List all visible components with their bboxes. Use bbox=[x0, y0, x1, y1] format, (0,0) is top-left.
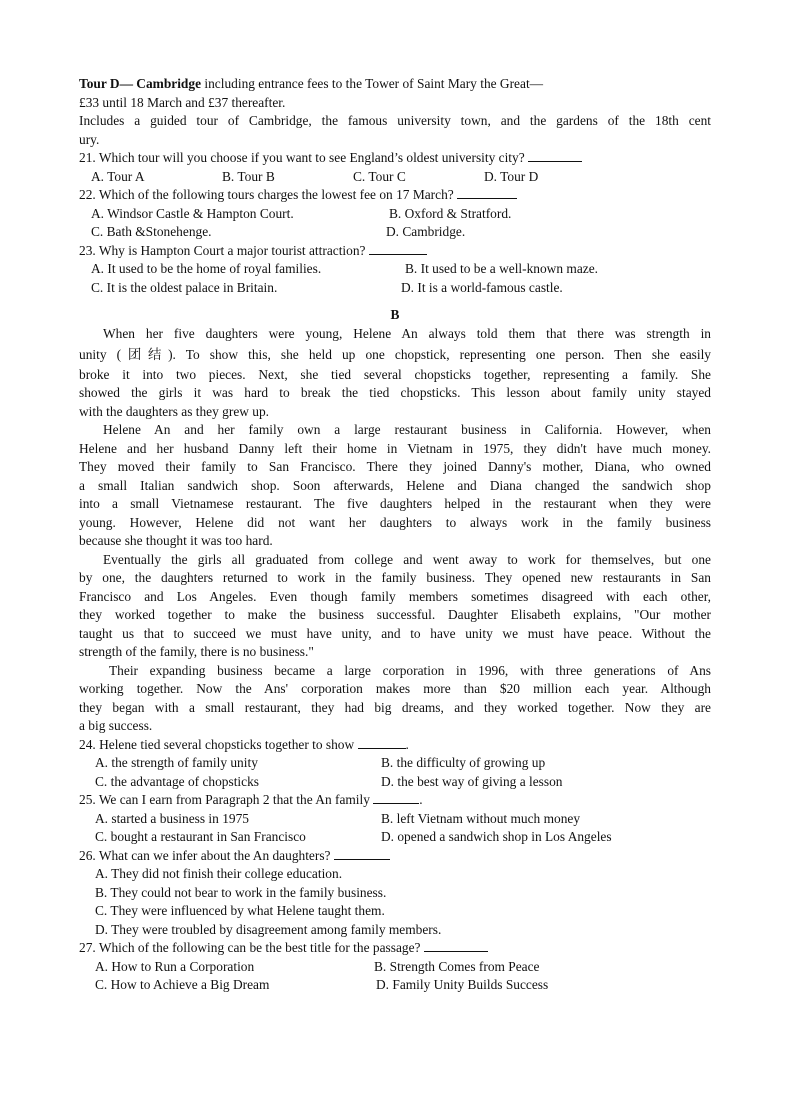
option-b[interactable]: B. It used to be a well-known maze. bbox=[405, 261, 598, 276]
passage-p2-l1: Helene An and her family own a large restaurant business in California. However, when bbox=[103, 422, 711, 437]
passage-p2-l7: because she thought it was too hard. bbox=[79, 533, 273, 548]
passage-p2-l3: They moved their family to San Francisco. There they joined Danny's mother, Diana, who owned bbox=[79, 459, 711, 474]
answer-blank[interactable] bbox=[358, 736, 406, 749]
passage-p1-l3: broke it into two pieces. Next, she tied several chopsticks together, representing a family. She bbox=[79, 366, 711, 382]
option-d[interactable]: D. They were troubled by disagreement among family members. bbox=[95, 921, 442, 937]
passage-p3-l6: strength of the family, there is no business." bbox=[79, 644, 314, 659]
question-27-stem: 27. Which of the following can be the best title for the passage? bbox=[79, 939, 711, 958]
option-a[interactable]: A. Tour A bbox=[91, 168, 145, 184]
passage-p4-l2: working together. Now the Ans' corporation makes more than $20 million each year. Although bbox=[79, 681, 711, 696]
option-b[interactable]: B. the difficulty of growing up bbox=[381, 755, 546, 770]
passage-p1-l4: showed the girls it was hard to break the tied chopsticks. This lesson about family unity stayed bbox=[79, 385, 711, 400]
tour-d-description: including entrance fees to the Tower of Saint Mary the Great— bbox=[201, 76, 544, 91]
tour-d-includes: Includes a guided tour of Cambridge, the famous university town, and the gardens of the 18th cent bbox=[79, 113, 711, 128]
answer-blank[interactable] bbox=[373, 791, 419, 804]
answer-blank[interactable] bbox=[369, 242, 427, 255]
option-d[interactable]: D. opened a sandwich shop in Los Angeles bbox=[381, 829, 612, 844]
option-b[interactable]: B. Oxford & Stratford. bbox=[389, 205, 512, 221]
question-27-options-row1 bbox=[79, 958, 711, 977]
option-c[interactable]: C. They were influenced by what Helene taught them. bbox=[95, 903, 385, 918]
passage-p1-l2: unity (团结). To show this, she held up one chopstick, representing one person. Then she easily bbox=[79, 346, 711, 362]
option-b[interactable]: B. They could not bear to work in the family business. bbox=[95, 884, 387, 900]
question-21-options bbox=[79, 168, 711, 187]
passage-p3-l1: Eventually the girls all graduated from college and went away to work for themselves, but one bbox=[103, 551, 711, 567]
question-25-stem: 25. We can I earn from Paragraph 2 that the An family . bbox=[79, 792, 423, 807]
option-a[interactable]: A. the strength of family unity bbox=[95, 755, 258, 770]
question-24-stem: 24. Helene tied several chopsticks together to show . bbox=[79, 736, 409, 752]
option-a[interactable]: A. They did not finish their college education. bbox=[95, 866, 343, 881]
exam-page bbox=[79, 75, 711, 995]
passage-p1-l5: with the daughters as they grew up. bbox=[79, 403, 270, 419]
option-b[interactable]: B. left Vietnam without much money bbox=[381, 810, 581, 826]
question-27-options-row2 bbox=[79, 976, 711, 995]
passage-p2-l6: young. However, Helene did not want her daughters to always work in the family business bbox=[79, 514, 711, 530]
option-d[interactable]: D. Tour D bbox=[484, 168, 539, 184]
question-22-options-row2 bbox=[79, 223, 711, 242]
option-a[interactable]: A. Windsor Castle & Hampton Court. bbox=[91, 205, 294, 221]
question-25-options-row1 bbox=[79, 810, 711, 829]
option-c[interactable]: C. the advantage of chopsticks bbox=[95, 773, 259, 789]
option-c[interactable]: C. Bath &Stonehenge. bbox=[91, 224, 212, 239]
option-d[interactable]: D. Cambridge. bbox=[386, 224, 466, 239]
option-d[interactable]: D. the best way of giving a lesson bbox=[381, 773, 563, 789]
question-23-stem: 23. Why is Hampton Court a major tourist attraction? bbox=[79, 242, 711, 261]
passage-p3-l5: taught us that to succeed we must have unity, and to have unity we must have peace. Without the bbox=[79, 625, 711, 641]
answer-blank[interactable] bbox=[457, 186, 517, 199]
option-c[interactable]: C. It is the oldest palace in Britain. bbox=[91, 279, 278, 295]
option-c[interactable]: C. bought a restaurant in San Francisco bbox=[95, 829, 306, 844]
passage-p2-l5: into a small Vietnamese restaurant. The five daughters helped in the restaurant when they were bbox=[79, 496, 711, 511]
question-23-options-row1 bbox=[79, 260, 711, 279]
question-23-options-row2 bbox=[79, 279, 711, 298]
tour-d-heading: Tour D— Cambridge bbox=[79, 76, 202, 91]
passage-p1-l1: When her five daughters were young, Helene An always told them that there was strength in bbox=[103, 326, 711, 341]
question-24-options-row2 bbox=[79, 773, 711, 792]
section-b-title: B bbox=[390, 307, 400, 322]
question-26-stem: 26. What can we infer about the An daughters? bbox=[79, 847, 711, 866]
option-a[interactable]: A. It used to be the home of royal families. bbox=[91, 261, 322, 276]
passage-p2-l2: Helene and her husband Danny left their home in Vietnam in 1975, they didn't have much money. bbox=[79, 440, 711, 456]
option-b[interactable]: B. Tour B bbox=[222, 168, 275, 184]
option-d[interactable]: D. It is a world-famous castle. bbox=[401, 279, 563, 295]
option-a[interactable]: A. started a business in 1975 bbox=[95, 810, 249, 826]
passage-p4-l4: a big success. bbox=[79, 718, 153, 733]
passage-p4-l1: Their expanding business became a large corporation in 1996, with three generations of Ans bbox=[109, 662, 711, 678]
question-22-options-row1 bbox=[79, 205, 711, 224]
passage bbox=[79, 325, 711, 736]
option-c[interactable]: C. How to Achieve a Big Dream bbox=[95, 977, 270, 992]
passage-p2-l4: a small Italian sandwich shop. Soon afterwards, Helene and Diana changed the sandwich shop bbox=[79, 477, 711, 493]
question-25-options-row2 bbox=[79, 828, 711, 847]
option-c[interactable]: C. Tour C bbox=[353, 168, 406, 184]
tour-d-includes-cont: ury. bbox=[79, 131, 100, 147]
passage-p3-l2: by one, the daughters returned to work in the family business. They opened new restaurants in San bbox=[79, 570, 711, 585]
option-a[interactable]: A. How to Run a Corporation bbox=[95, 958, 255, 974]
question-21-stem: 21. Which tour will you choose if you want to see England’s oldest university city? bbox=[79, 149, 711, 168]
option-b[interactable]: B. Strength Comes from Peace bbox=[374, 958, 540, 974]
answer-blank[interactable] bbox=[528, 149, 582, 162]
question-24-options-row1 bbox=[79, 754, 711, 773]
answer-blank[interactable] bbox=[334, 847, 390, 860]
option-d[interactable]: D. Family Unity Builds Success bbox=[376, 977, 549, 992]
tour-d-price: £33 until 18 March and £37 thereafter. bbox=[79, 94, 286, 110]
passage-p3-l3: Francisco and Los Angeles. Even though family members sometimes disagreed with each other, bbox=[79, 588, 711, 604]
question-22-stem: 22. Which of the following tours charges the lowest fee on 17 March? bbox=[79, 186, 711, 205]
passage-p4-l3: they began with a small restaurant, they had big dreams, and they worked together. Now they are bbox=[79, 699, 711, 715]
passage-p3-l4: they worked together to make the business successful. Daughter Elisabeth explains, "Our mother bbox=[79, 607, 711, 622]
answer-blank[interactable] bbox=[424, 939, 488, 952]
tour-d-line-1 bbox=[79, 75, 711, 94]
